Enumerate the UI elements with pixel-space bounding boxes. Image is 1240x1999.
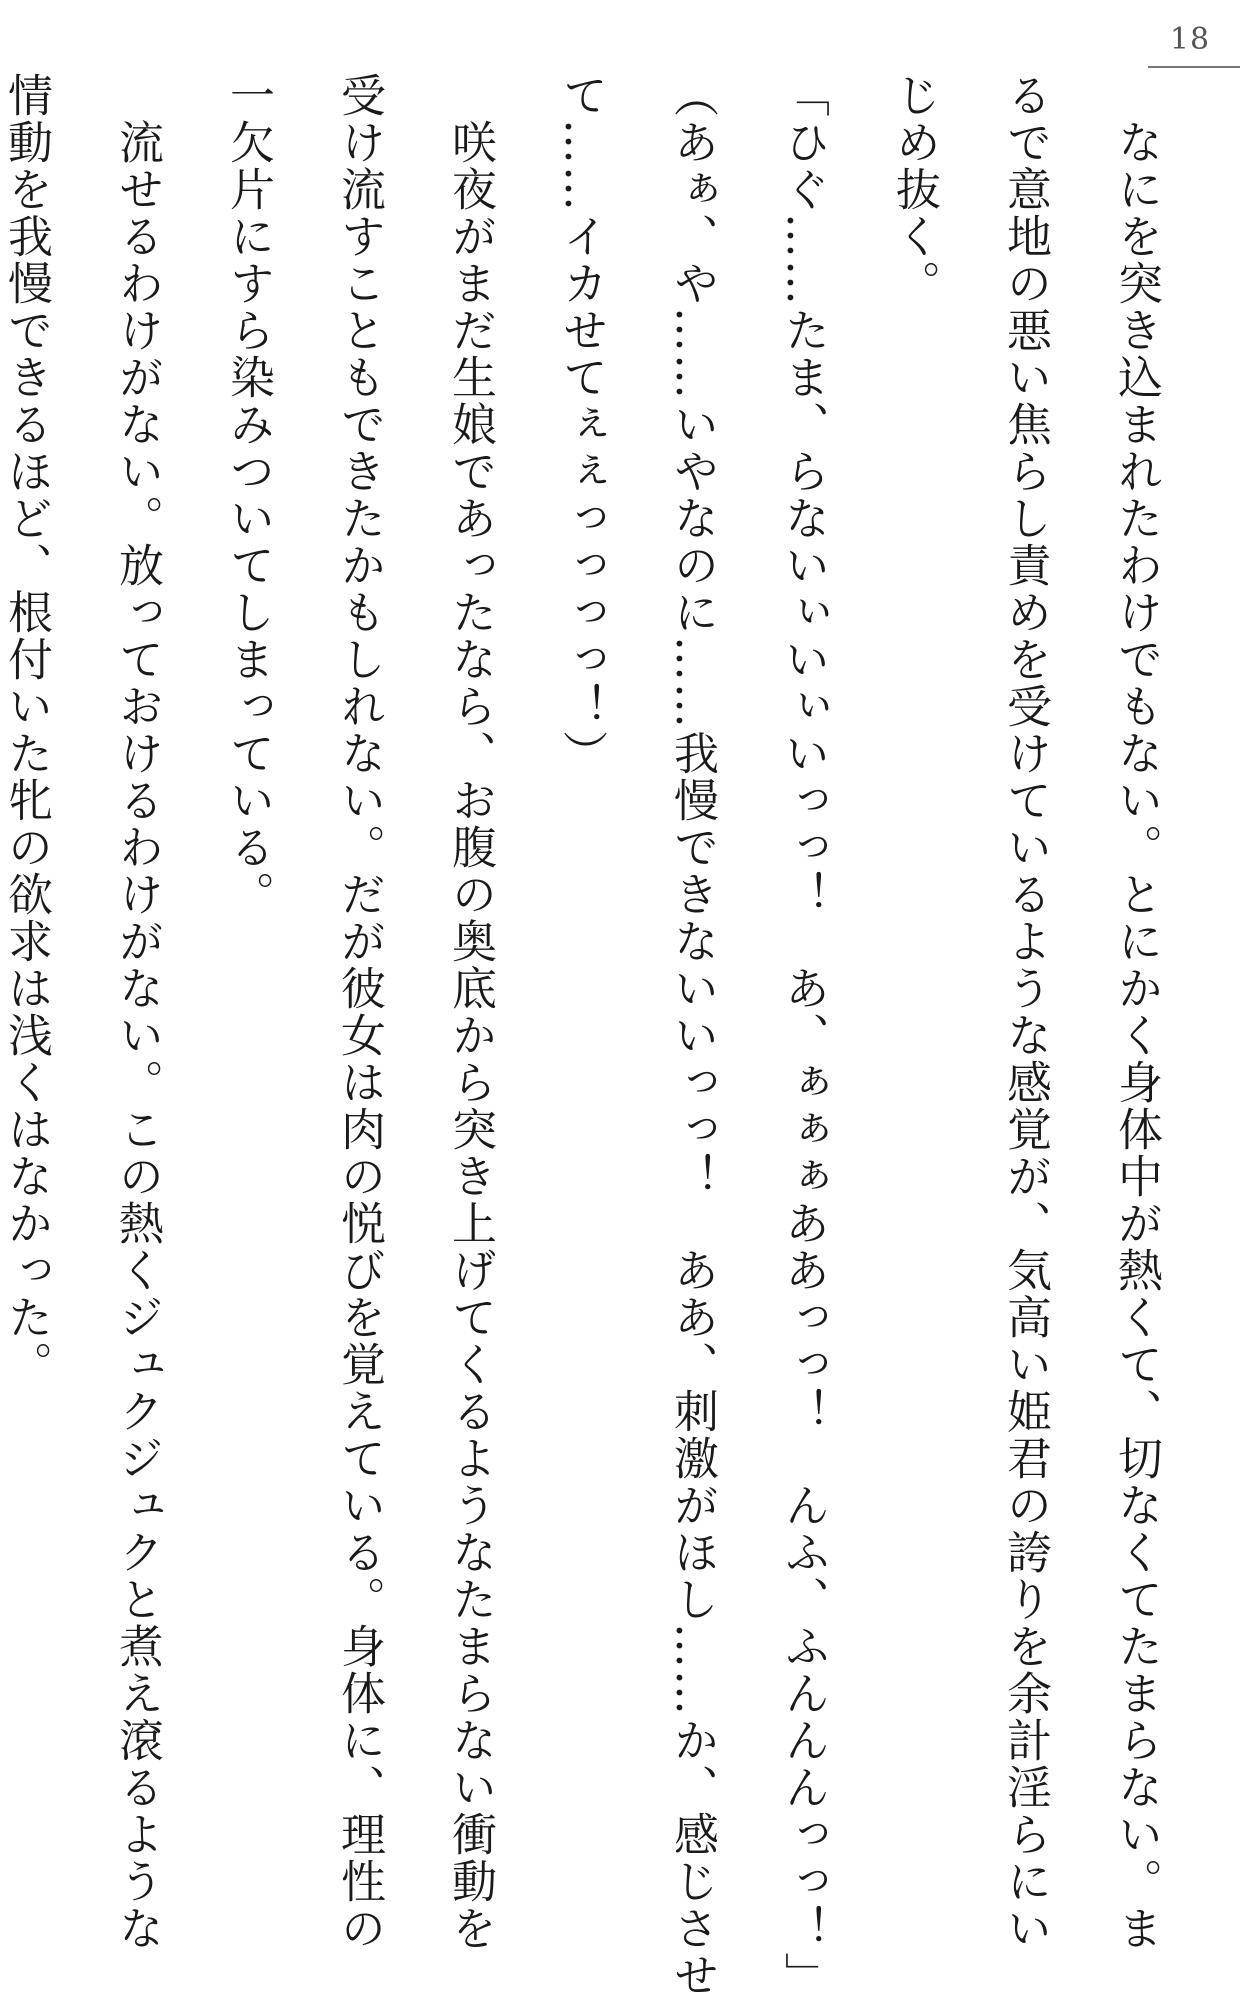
text-line: 「ひぐ……たま、らないぃいぃいっっ！ あ、ぁぁぁああっっ！ んふ、ふんんんっっ！」 [777,72,830,1999]
text-line: て……イカせてぇぇっっっっ！） [555,72,608,777]
text-line: （あぁ、や……いやなのに……我慢できないいっっ！ ああ、刺激がほし……か、感じさせ [666,72,719,1999]
text-line: なにを突き込まれたわけでもない。とにかく身体中が熱くて、切なくてたまらない。ま [1110,72,1163,1952]
page-number: 18 [1169,22,1211,57]
text-line: 咲夜がまだ生娘であったなら、お腹の奥底から突き上げてくるようなたまらない衝動を [444,72,497,1952]
text-line: 受け流すこともできたかもしれない。だが彼女は肉の悦びを覚えている。身体に、理性の [333,72,386,1952]
text-line: じめ抜く。 [888,72,941,307]
text-line: 一欠片にすら染みついてしまっている。 [222,72,275,918]
page-number-rule [1148,66,1240,68]
text-line: るで意地の悪い焦らし責めを受けているような感覚が、気高い姫君の誇りを余計淫らにい [999,72,1052,1952]
vertical-text-body [0,72,1192,1999]
text-line: 情動を我慢できるほど、根付いた牝の欲求は浅くはなかった。 [0,72,53,1388]
text-line: 流せるわけがない。放っておけるわけがない。この熱くジュクジュクと煮え滾るような [111,72,164,1952]
